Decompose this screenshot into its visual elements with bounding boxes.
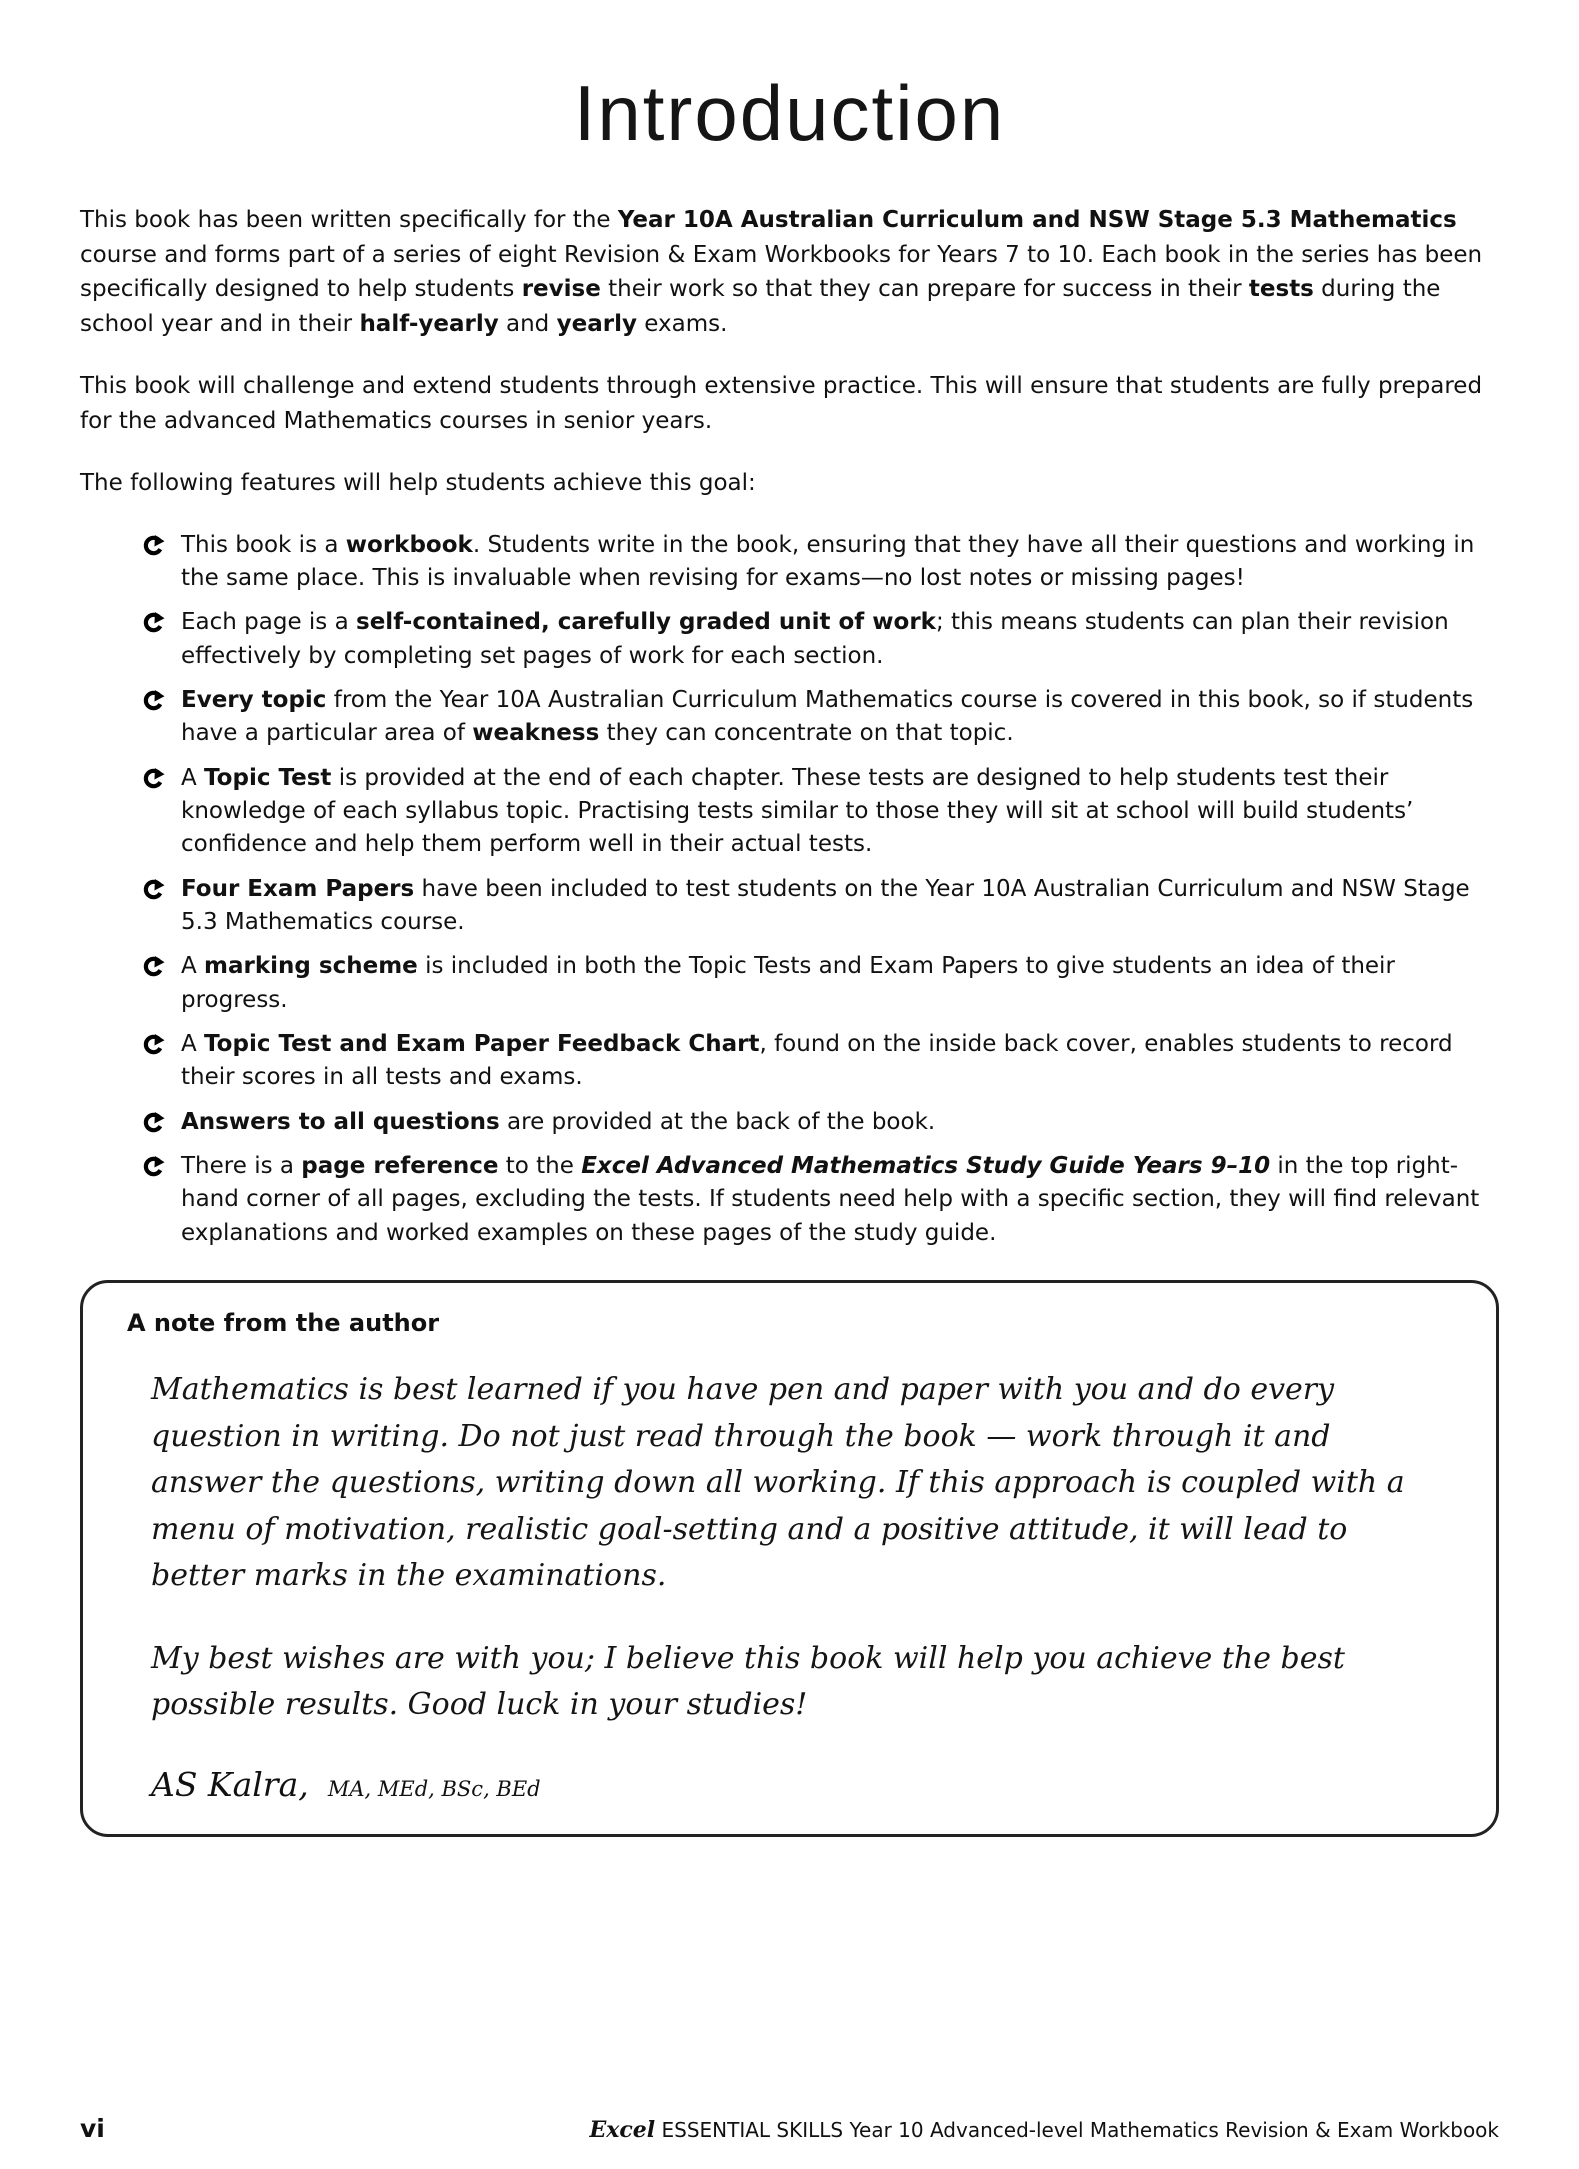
feature-text: A Topic Test is provided at the end of each chapter. These tests are designed to help students test their knowledge of each syllabus topic. Practising tests similar to those they will sit at school will build students’ confidence and help them perform well in their actual tests. (181, 764, 1414, 858)
feature-list-item (142, 529, 1499, 596)
feature-list-item (142, 873, 1499, 940)
intro-paragraph-1: This book has been written specifically for the Year 10A Australian Curriculum and NSW Stage 5.3 Mathematics course and forms part of a series of eight Revision & Exam Workbooks for Years 7 to 10. Each book in the series has been specifically designed to help students revise their work so that they can prepare for success in their tests during the school year and in their half-yearly and yearly exams. (80, 207, 1483, 337)
features-lead-in: The following features will help students achieve this goal: (80, 470, 756, 496)
author-signature (151, 1765, 1428, 1804)
circular-arrow-bullet-icon (142, 878, 165, 901)
feature-list-item (142, 1028, 1499, 1095)
circular-arrow-bullet-icon (142, 1111, 165, 1134)
page-footer (80, 2114, 1499, 2143)
feature-text: Each page is a self-contained, carefully graded unit of work; this means students can plan their revision effectively by completing set pages of work for each section. (181, 609, 1449, 669)
author-credentials: MA, MEd, BSc, BEd (327, 1776, 541, 1801)
footer-text (590, 2117, 1500, 2143)
feature-text: A Topic Test and Exam Paper Feedback Chart, found on the inside back cover, enables students to record their scores in all tests and exams. (181, 1030, 1453, 1091)
feature-list-item (142, 950, 1499, 1017)
feature-text: A marking scheme is included in both the Topic Tests and Exam Papers to give students an idea of their progress. (181, 953, 1395, 1013)
circular-arrow-bullet-icon (142, 1155, 165, 1178)
page-title: Introduction (573, 69, 1006, 157)
author-note-paragraph-1: Mathematics is best learned if you have pen and paper with you and do every question in writing. Do not just read through the book — work through it and answer the questions, writing down all working. If this approach is coupled with a menu of motivation, realistic goal-setting and a positive attitude, it will lead to better marks in the examinations. (151, 1372, 1405, 1594)
page-number: vi (80, 2114, 105, 2143)
circular-arrow-bullet-icon (142, 955, 165, 978)
author-name: AS Kalra, (151, 1764, 309, 1804)
intro-paragraph-2: This book will challenge and extend students through extensive practice. This will ensure that students are fully prepared for the advanced Mathematics courses in senior years. (80, 373, 1483, 434)
circular-arrow-bullet-icon (142, 534, 165, 557)
features-list (80, 529, 1499, 1251)
feature-text: Answers to all questions are provided at the back of the book. (181, 1108, 936, 1135)
footer-series-title: ESSENTIAL SKILLS Year 10 Advanced-level Mathematics Revision & Exam Workbook (655, 2118, 1499, 2142)
circular-arrow-bullet-icon (142, 689, 165, 712)
circular-arrow-bullet-icon (142, 611, 165, 634)
feature-text: There is a page reference to the Excel Advanced Mathematics Study Guide Years 9–10 in the top right-hand corner of all pages, excluding the tests. If students need help with a specific section, they will find relevant explanations and worked examples on these pages of the study guide. (181, 1153, 1480, 1246)
author-note-heading: A note from the author (127, 1309, 440, 1338)
feature-text: Four Exam Papers have been included to test students on the Year 10A Australian Curriculum and NSW Stage 5.3 Mathematics course. (181, 875, 1470, 935)
feature-text: This book is a workbook. Students write in the book, ensuring that they have all their questions and working in the same place. This is invaluable when revising for exams—no lost notes or missing pages! (181, 531, 1475, 591)
author-note-paragraph-2: My best wishes are with you; I believe this book will help you achieve the best possible results. Good luck in your studies! (151, 1640, 1345, 1723)
footer-brand-logo: Excel (589, 2117, 656, 2143)
circular-arrow-bullet-icon (142, 1033, 165, 1056)
circular-arrow-bullet-icon (142, 767, 165, 790)
feature-list-item (142, 1106, 1499, 1139)
feature-text: Every topic from the Year 10A Australian Curriculum Mathematics course is covered in this book, so if students have a particular area of weakness they can concentrate on that topic. (181, 686, 1474, 747)
feature-list-item (142, 762, 1499, 862)
feature-list-item (142, 1150, 1499, 1250)
author-note-box (80, 1280, 1499, 1837)
feature-list-item (142, 684, 1499, 751)
feature-list-item (142, 606, 1499, 673)
